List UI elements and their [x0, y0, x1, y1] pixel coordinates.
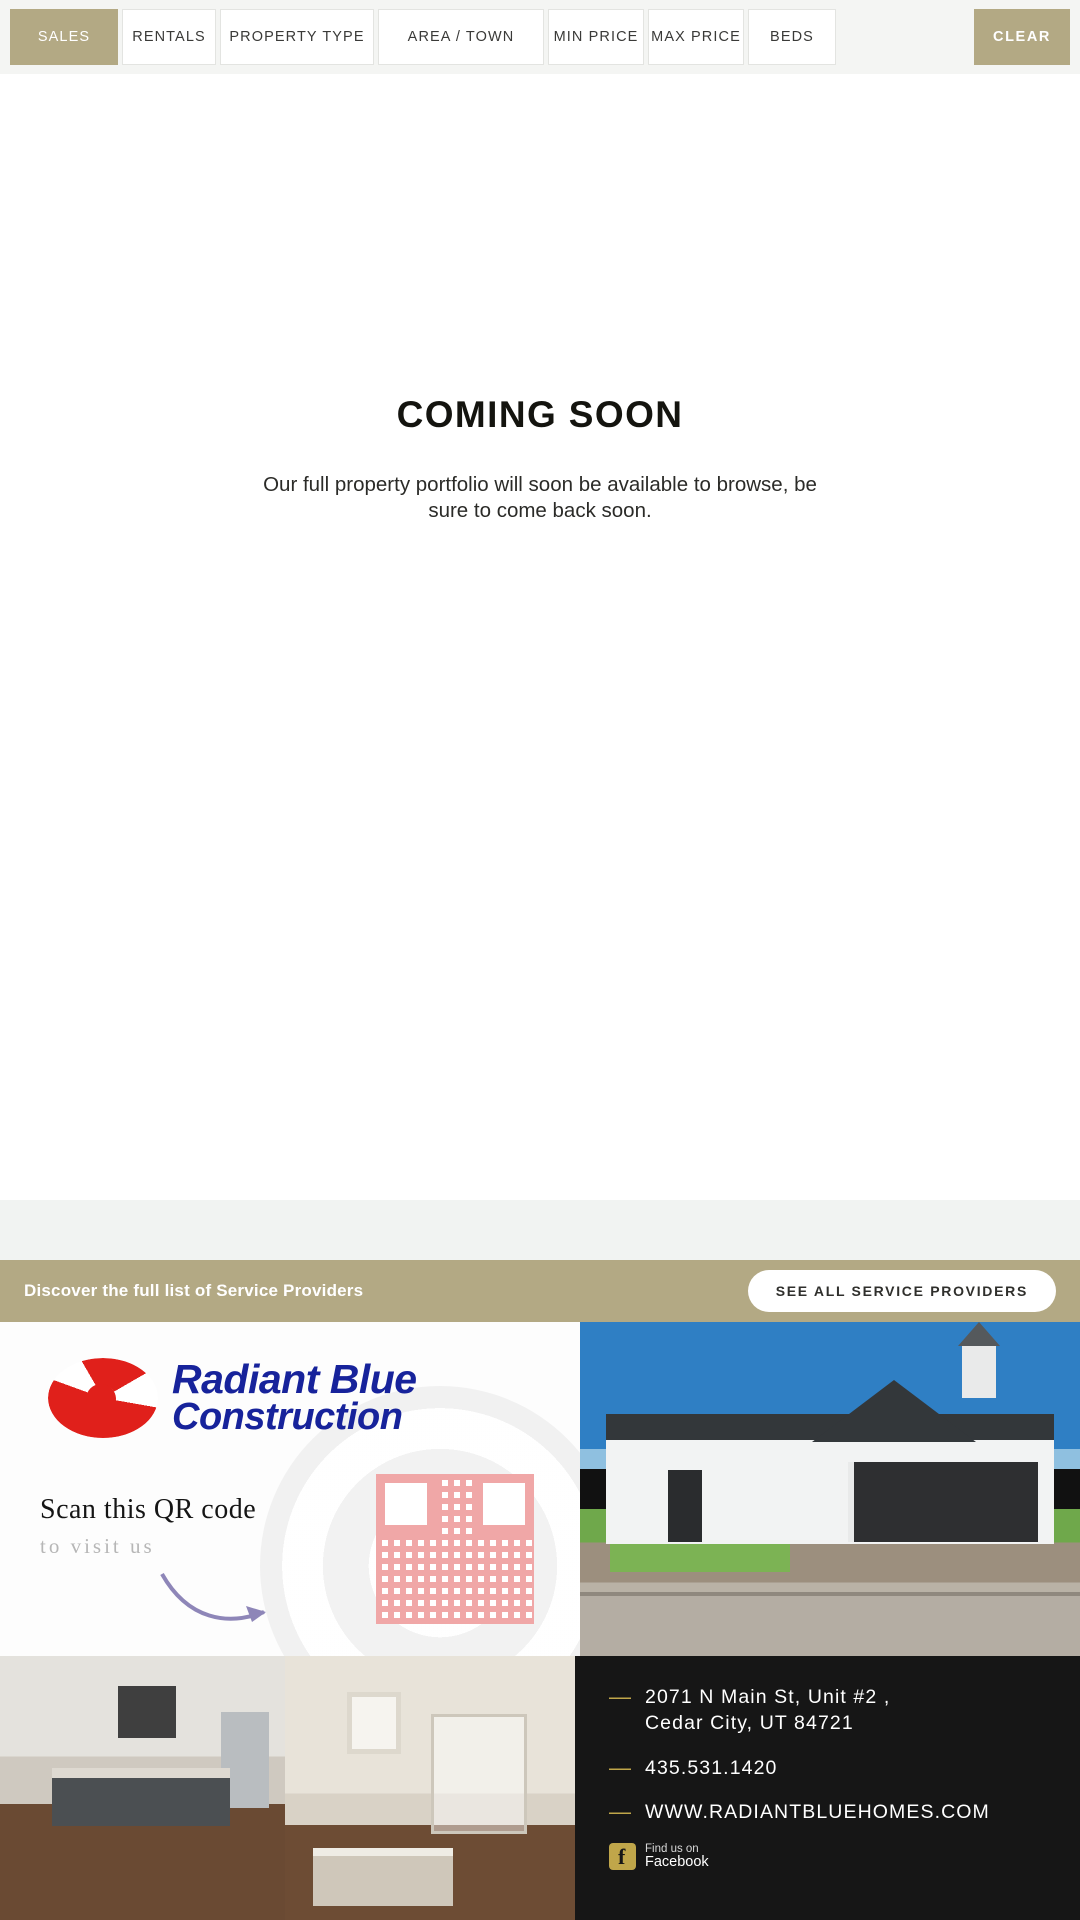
clear-filters-button[interactable]	[974, 9, 1070, 65]
dash-icon: —	[609, 1798, 631, 1824]
filter-tab-sales-label: SALES	[37, 29, 91, 45]
see-all-service-providers-button[interactable]: SEE ALL SERVICE PROVIDERS	[748, 1270, 1056, 1312]
ad-top-row	[0, 1322, 1080, 1656]
phone-row[interactable]	[609, 1755, 1046, 1781]
brand-logo	[48, 1358, 417, 1438]
phone-number: 435.531.1420	[645, 1756, 778, 1779]
empty-state-description: Our full property portfolio will soon be available to browse, be sure to come back soon.	[263, 473, 817, 523]
filter-beds-label: BEDS	[770, 29, 814, 45]
clear-filters-label: CLEAR	[993, 29, 1051, 45]
qr-scan-subtext: to visit us	[40, 1534, 155, 1558]
filter-tab-rentals[interactable]	[122, 9, 216, 65]
brand-name-line2: Construction	[172, 1396, 403, 1439]
section-divider	[0, 1200, 1080, 1260]
filter-max-price[interactable]	[648, 9, 744, 65]
filter-property-type[interactable]	[220, 9, 374, 65]
advertisement-block[interactable]	[0, 1322, 1080, 1920]
service-providers-text: Discover the full list of Service Providers	[24, 1281, 364, 1300]
facebook-find-us-label: Find us on	[645, 1843, 699, 1856]
ad-bottom-row	[0, 1656, 1080, 1920]
ad-contact-panel	[575, 1656, 1080, 1920]
website-url: WWW.RADIANTBLUEHOMES.COM	[645, 1800, 990, 1823]
facebook-icon	[609, 1843, 636, 1870]
filter-area-town[interactable]	[378, 9, 544, 65]
results-empty-state	[0, 74, 1080, 1200]
ad-kitchen-photo	[0, 1656, 285, 1920]
qr-code-icon[interactable]	[376, 1474, 534, 1624]
service-providers-banner	[0, 1260, 1080, 1322]
filter-min-price-label: MIN PRICE	[553, 29, 639, 45]
dash-icon: —	[609, 1754, 631, 1780]
brand-name-line1: Radiant Blue	[172, 1356, 417, 1403]
ad-house-photo	[580, 1322, 1080, 1656]
address-line-2: Cedar City, UT 84721	[645, 1712, 854, 1735]
address-line-1: 2071 N Main St, Unit #2 ,	[645, 1686, 891, 1708]
swirl-logo-icon	[48, 1358, 158, 1438]
filter-tab-sales[interactable]	[10, 9, 118, 65]
filter-beds[interactable]	[748, 9, 836, 65]
filter-area-town-label: AREA / TOWN	[407, 29, 515, 45]
filter-min-price[interactable]	[548, 9, 644, 65]
website-row[interactable]	[609, 1799, 1046, 1825]
ad-logo-panel	[0, 1322, 580, 1656]
property-filter-bar	[0, 0, 1080, 74]
address-row	[609, 1684, 1046, 1737]
filter-property-type-label: PROPERTY TYPE	[229, 29, 365, 45]
filter-tab-rentals-label: RENTALS	[132, 29, 206, 45]
facebook-link[interactable]	[609, 1843, 1046, 1870]
page-title: COMING SOON	[396, 394, 684, 435]
ad-bathroom-photo	[285, 1656, 575, 1920]
facebook-label: Facebook	[645, 1854, 709, 1871]
filter-max-price-label: MAX PRICE	[651, 29, 741, 45]
curved-arrow-icon	[158, 1568, 278, 1628]
qr-scan-text: Scan this QR code	[40, 1494, 257, 1525]
dash-icon: —	[609, 1684, 631, 1709]
